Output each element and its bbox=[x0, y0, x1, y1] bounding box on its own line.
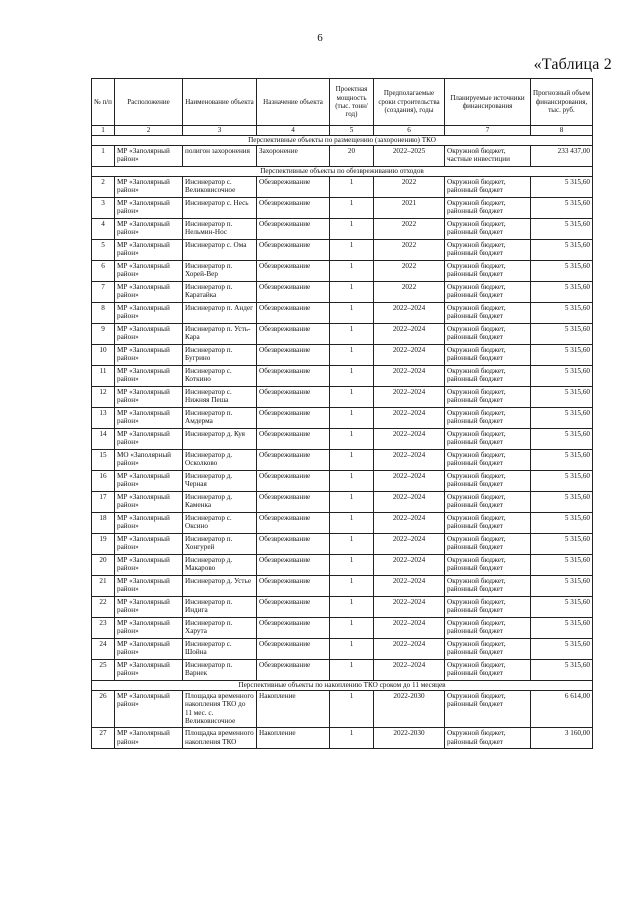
funding-amount-cell: 5 315,60 bbox=[531, 281, 593, 302]
column-number: 3 bbox=[183, 126, 257, 136]
years-cell: 2022–2024 bbox=[374, 407, 445, 428]
header-cell-purpose: Назначение объекта bbox=[257, 79, 330, 126]
funding-sources-cell: Окружной бюджет, районный бюджет bbox=[445, 281, 531, 302]
purpose-cell: Обезвреживание bbox=[257, 344, 330, 365]
years-cell: 2022 bbox=[374, 281, 445, 302]
funding-amount-cell: 5 315,60 bbox=[531, 239, 593, 260]
location-cell: МР «Заполярный район» bbox=[115, 491, 183, 512]
table-row bbox=[92, 218, 593, 239]
funding-amount-cell: 5 315,60 bbox=[531, 617, 593, 638]
table-row bbox=[92, 281, 593, 302]
purpose-cell: Обезвреживание bbox=[257, 386, 330, 407]
capacity-cell: 1 bbox=[330, 386, 374, 407]
header-row bbox=[92, 79, 593, 126]
purpose-cell: Обезвреживание bbox=[257, 281, 330, 302]
object-name-cell: Инсинератор с. Шойна bbox=[183, 638, 257, 659]
capacity-cell: 1 bbox=[330, 302, 374, 323]
table-row bbox=[92, 365, 593, 386]
location-cell: МР «Заполярный район» bbox=[115, 533, 183, 554]
funding-amount-cell: 5 315,60 bbox=[531, 407, 593, 428]
row-num-cell: 3 bbox=[92, 197, 115, 218]
purpose-cell: Накопление bbox=[257, 727, 330, 748]
years-cell: 2022–2025 bbox=[374, 145, 445, 166]
row-num-cell: 26 bbox=[92, 690, 115, 727]
row-num-cell: 9 bbox=[92, 323, 115, 344]
funding-sources-cell: Окружной бюджет, районный бюджет bbox=[445, 512, 531, 533]
page-number: 6 bbox=[317, 32, 323, 44]
object-name-cell: Инсинератор д. Черная bbox=[183, 470, 257, 491]
object-name-cell: Инсинератор п. Нельмин-Нос bbox=[183, 218, 257, 239]
funding-sources-cell: Окружной бюджет, районный бюджет bbox=[445, 323, 531, 344]
purpose-cell: Обезвреживание bbox=[257, 407, 330, 428]
section-title: Перспективные объекты по накоплению ТКО сроком до 11 месяцев bbox=[92, 680, 593, 690]
years-cell: 2022 bbox=[374, 239, 445, 260]
purpose-cell: Обезвреживание bbox=[257, 659, 330, 680]
location-cell: МР «Заполярный район» bbox=[115, 470, 183, 491]
row-num-cell: 16 bbox=[92, 470, 115, 491]
funding-sources-cell: Окружной бюджет, частные инвестиции bbox=[445, 145, 531, 166]
objects-table bbox=[91, 78, 593, 749]
funding-amount-cell: 5 315,60 bbox=[531, 638, 593, 659]
funding-sources-cell: Окружной бюджет, районный бюджет bbox=[445, 239, 531, 260]
location-cell: МР «Заполярный район» bbox=[115, 218, 183, 239]
row-num-cell: 20 bbox=[92, 554, 115, 575]
row-num-cell: 18 bbox=[92, 512, 115, 533]
purpose-cell: Обезвреживание bbox=[257, 491, 330, 512]
object-name-cell: Площадка временного накопления ТКО до 11 мес. с. Великовисочное bbox=[183, 690, 257, 727]
location-cell: МР «Заполярный район» bbox=[115, 386, 183, 407]
funding-sources-cell: Окружной бюджет, районный бюджет bbox=[445, 554, 531, 575]
years-cell: 2021 bbox=[374, 197, 445, 218]
funding-amount-cell: 5 315,60 bbox=[531, 449, 593, 470]
purpose-cell: Обезвреживание bbox=[257, 638, 330, 659]
object-name-cell: Инсинератор п. Хонгурей bbox=[183, 533, 257, 554]
table-row bbox=[92, 491, 593, 512]
row-num-cell: 12 bbox=[92, 386, 115, 407]
funding-amount-cell: 5 315,60 bbox=[531, 197, 593, 218]
header-cell-location: Расположение bbox=[115, 79, 183, 126]
years-cell: 2022 bbox=[374, 218, 445, 239]
row-num-cell: 14 bbox=[92, 428, 115, 449]
column-number: 6 bbox=[374, 126, 445, 136]
funding-sources-cell: Окружной бюджет, районный бюджет bbox=[445, 596, 531, 617]
object-name-cell: Инсинератор п. Бугрино bbox=[183, 344, 257, 365]
location-cell: МР «Заполярный район» bbox=[115, 407, 183, 428]
purpose-cell: Обезвреживание bbox=[257, 428, 330, 449]
funding-sources-cell: Окружной бюджет, районный бюджет bbox=[445, 197, 531, 218]
section-header-row bbox=[92, 135, 593, 145]
years-cell: 2022–2024 bbox=[374, 470, 445, 491]
location-cell: МР «Заполярный район» bbox=[115, 197, 183, 218]
section-header-row bbox=[92, 680, 593, 690]
funding-sources-cell: Окружной бюджет, районный бюджет bbox=[445, 491, 531, 512]
capacity-cell: 1 bbox=[330, 239, 374, 260]
location-cell: МР «Заполярный район» bbox=[115, 727, 183, 748]
funding-amount-cell: 5 315,60 bbox=[531, 512, 593, 533]
object-name-cell: Инсинератор с. Несь bbox=[183, 197, 257, 218]
years-cell: 2022–2024 bbox=[374, 428, 445, 449]
purpose-cell: Обезвреживание bbox=[257, 323, 330, 344]
table-row bbox=[92, 407, 593, 428]
object-name-cell: Инсинератор д. Куя bbox=[183, 428, 257, 449]
table-row bbox=[92, 323, 593, 344]
funding-amount-cell: 6 614,00 bbox=[531, 690, 593, 727]
object-name-cell: Инсинератор п. Варнек bbox=[183, 659, 257, 680]
capacity-cell: 1 bbox=[330, 218, 374, 239]
funding-amount-cell: 5 315,60 bbox=[531, 302, 593, 323]
table-row bbox=[92, 596, 593, 617]
row-num-cell: 27 bbox=[92, 727, 115, 748]
years-cell: 2022–2024 bbox=[374, 512, 445, 533]
object-name-cell: Инсинератор п. Усть-Кара bbox=[183, 323, 257, 344]
funding-amount-cell: 5 315,60 bbox=[531, 428, 593, 449]
location-cell: МР «Заполярный район» bbox=[115, 638, 183, 659]
purpose-cell: Обезвреживание bbox=[257, 176, 330, 197]
row-num-cell: 23 bbox=[92, 617, 115, 638]
capacity-cell: 1 bbox=[330, 512, 374, 533]
row-num-cell: 10 bbox=[92, 344, 115, 365]
years-cell: 2022–2024 bbox=[374, 386, 445, 407]
table-row bbox=[92, 659, 593, 680]
object-name-cell: Инсинератор п. Амдерма bbox=[183, 407, 257, 428]
funding-sources-cell: Окружной бюджет, районный бюджет bbox=[445, 638, 531, 659]
header-cell-name: Наименование объекта bbox=[183, 79, 257, 126]
row-num-cell: 13 bbox=[92, 407, 115, 428]
funding-sources-cell: Окружной бюджет, районный бюджет bbox=[445, 727, 531, 748]
years-cell: 2022–2024 bbox=[374, 638, 445, 659]
column-number: 7 bbox=[445, 126, 531, 136]
funding-sources-cell: Окружной бюджет, районный бюджет bbox=[445, 470, 531, 491]
purpose-cell: Обезвреживание bbox=[257, 302, 330, 323]
years-cell: 2022–2024 bbox=[374, 596, 445, 617]
funding-sources-cell: Окружной бюджет, районный бюджет bbox=[445, 365, 531, 386]
capacity-cell: 1 bbox=[330, 727, 374, 748]
purpose-cell: Обезвреживание bbox=[257, 218, 330, 239]
header-cell-amount: Прогнозный объем финансирования, тыс. руб. bbox=[531, 79, 593, 126]
capacity-cell: 1 bbox=[330, 344, 374, 365]
capacity-cell: 1 bbox=[330, 407, 374, 428]
section-title: Перспективные объекты по размещению (захоронению) ТКО bbox=[92, 135, 593, 145]
purpose-cell: Обезвреживание bbox=[257, 554, 330, 575]
funding-sources-cell: Окружной бюджет, районный бюджет bbox=[445, 449, 531, 470]
location-cell: МР «Заполярный район» bbox=[115, 617, 183, 638]
column-number: 5 bbox=[330, 126, 374, 136]
funding-amount-cell: 5 315,60 bbox=[531, 575, 593, 596]
row-num-cell: 5 bbox=[92, 239, 115, 260]
location-cell: МР «Заполярный район» bbox=[115, 344, 183, 365]
location-cell: МР «Заполярный район» bbox=[115, 260, 183, 281]
location-cell: МР «Заполярный район» bbox=[115, 659, 183, 680]
funding-sources-cell: Окружной бюджет, районный бюджет bbox=[445, 659, 531, 680]
location-cell: МР «Заполярный район» bbox=[115, 239, 183, 260]
object-name-cell: Инсинератор д. Макарово bbox=[183, 554, 257, 575]
column-number: 8 bbox=[531, 126, 593, 136]
purpose-cell: Обезвреживание bbox=[257, 260, 330, 281]
funding-sources-cell: Окружной бюджет, районный бюджет bbox=[445, 260, 531, 281]
table-row bbox=[92, 428, 593, 449]
object-name-cell: Инсинератор п. Харута bbox=[183, 617, 257, 638]
table-row bbox=[92, 470, 593, 491]
purpose-cell: Обезвреживание bbox=[257, 617, 330, 638]
capacity-cell: 1 bbox=[330, 260, 374, 281]
object-name-cell: Инсинератор п. Андег bbox=[183, 302, 257, 323]
location-cell: МР «Заполярный район» bbox=[115, 596, 183, 617]
purpose-cell: Обезвреживание bbox=[257, 239, 330, 260]
capacity-cell: 1 bbox=[330, 449, 374, 470]
table-row bbox=[92, 449, 593, 470]
years-cell: 2022–2024 bbox=[374, 533, 445, 554]
capacity-cell: 1 bbox=[330, 365, 374, 386]
purpose-cell: Обезвреживание bbox=[257, 596, 330, 617]
years-cell: 2022–2024 bbox=[374, 617, 445, 638]
table-row bbox=[92, 690, 593, 727]
row-num-cell: 19 bbox=[92, 533, 115, 554]
location-cell: МР «Заполярный район» bbox=[115, 323, 183, 344]
funding-amount-cell: 5 315,60 bbox=[531, 554, 593, 575]
capacity-cell: 1 bbox=[330, 491, 374, 512]
funding-amount-cell: 5 315,60 bbox=[531, 470, 593, 491]
funding-amount-cell: 5 315,60 bbox=[531, 596, 593, 617]
purpose-cell: Обезвреживание bbox=[257, 575, 330, 596]
purpose-cell: Обезвреживание bbox=[257, 365, 330, 386]
row-num-cell: 17 bbox=[92, 491, 115, 512]
purpose-cell: Обезвреживание bbox=[257, 512, 330, 533]
column-number: 1 bbox=[92, 126, 115, 136]
object-name-cell: Инсинератор д. Каменка bbox=[183, 491, 257, 512]
years-cell: 2022–2024 bbox=[374, 344, 445, 365]
funding-amount-cell: 5 315,60 bbox=[531, 365, 593, 386]
object-name-cell: Инсинератор п. Хорей-Вер bbox=[183, 260, 257, 281]
object-name-cell: Инсинератор д. Устье bbox=[183, 575, 257, 596]
table-row bbox=[92, 638, 593, 659]
capacity-cell: 1 bbox=[330, 575, 374, 596]
table-row bbox=[92, 554, 593, 575]
funding-amount-cell: 5 315,60 bbox=[531, 176, 593, 197]
capacity-cell: 1 bbox=[330, 281, 374, 302]
funding-sources-cell: Окружной бюджет, районный бюджет bbox=[445, 218, 531, 239]
funding-amount-cell: 5 315,60 bbox=[531, 323, 593, 344]
capacity-cell: 1 bbox=[330, 470, 374, 491]
object-name-cell: Инсинератор с. Нижняя Пеша bbox=[183, 386, 257, 407]
row-num-cell: 4 bbox=[92, 218, 115, 239]
capacity-cell: 1 bbox=[330, 690, 374, 727]
table-row bbox=[92, 176, 593, 197]
object-name-cell: Инсинератор п. Индига bbox=[183, 596, 257, 617]
years-cell: 2022 bbox=[374, 260, 445, 281]
funding-sources-cell: Окружной бюджет, районный бюджет bbox=[445, 302, 531, 323]
table-row bbox=[92, 512, 593, 533]
funding-sources-cell: Окружной бюджет, районный бюджет bbox=[445, 617, 531, 638]
table-row bbox=[92, 239, 593, 260]
location-cell: МР «Заполярный район» bbox=[115, 690, 183, 727]
purpose-cell: Обезвреживание bbox=[257, 533, 330, 554]
row-num-cell: 2 bbox=[92, 176, 115, 197]
capacity-cell: 1 bbox=[330, 638, 374, 659]
funding-amount-cell: 5 315,60 bbox=[531, 386, 593, 407]
funding-sources-cell: Окружной бюджет, районный бюджет bbox=[445, 407, 531, 428]
capacity-cell: 1 bbox=[330, 533, 374, 554]
object-name-cell: Инсинератор п. Каратайка bbox=[183, 281, 257, 302]
table-row bbox=[92, 344, 593, 365]
purpose-cell: Накопление bbox=[257, 690, 330, 727]
years-cell: 2022–2024 bbox=[374, 554, 445, 575]
row-num-cell: 8 bbox=[92, 302, 115, 323]
years-cell: 2022–2024 bbox=[374, 365, 445, 386]
years-cell: 2022 bbox=[374, 176, 445, 197]
column-number: 2 bbox=[115, 126, 183, 136]
row-num-cell: 25 bbox=[92, 659, 115, 680]
years-cell: 2022–2024 bbox=[374, 659, 445, 680]
funding-amount-cell: 5 315,60 bbox=[531, 533, 593, 554]
row-num-cell: 21 bbox=[92, 575, 115, 596]
table-row bbox=[92, 145, 593, 166]
funding-amount-cell: 5 315,60 bbox=[531, 344, 593, 365]
table-row bbox=[92, 617, 593, 638]
capacity-cell: 1 bbox=[330, 323, 374, 344]
years-cell: 2022–2024 bbox=[374, 449, 445, 470]
object-name-cell: Инсинератор д. Осколково bbox=[183, 449, 257, 470]
purpose-cell: Захоронение bbox=[257, 145, 330, 166]
capacity-cell: 1 bbox=[330, 617, 374, 638]
purpose-cell: Обезвреживание bbox=[257, 197, 330, 218]
funding-sources-cell: Окружной бюджет, районный бюджет bbox=[445, 428, 531, 449]
table-body bbox=[92, 126, 593, 749]
funding-sources-cell: Окружной бюджет, районный бюджет bbox=[445, 176, 531, 197]
funding-amount-cell: 5 315,60 bbox=[531, 260, 593, 281]
location-cell: МР «Заполярный район» bbox=[115, 554, 183, 575]
location-cell: МР «Заполярный район» bbox=[115, 512, 183, 533]
location-cell: МР «Заполярный район» bbox=[115, 365, 183, 386]
row-num-cell: 11 bbox=[92, 365, 115, 386]
years-cell: 2022-2030 bbox=[374, 727, 445, 748]
object-name-cell: Площадка временного накопления ТКО bbox=[183, 727, 257, 748]
years-cell: 2022-2030 bbox=[374, 690, 445, 727]
location-cell: МР «Заполярный район» bbox=[115, 281, 183, 302]
years-cell: 2022–2024 bbox=[374, 302, 445, 323]
funding-sources-cell: Окружной бюджет, районный бюджет bbox=[445, 575, 531, 596]
table-row bbox=[92, 575, 593, 596]
row-num-cell: 24 bbox=[92, 638, 115, 659]
table-row bbox=[92, 197, 593, 218]
location-cell: МР «Заполярный район» bbox=[115, 428, 183, 449]
location-cell: МР «Заполярный район» bbox=[115, 302, 183, 323]
location-cell: МР «Заполярный район» bbox=[115, 176, 183, 197]
table-row bbox=[92, 533, 593, 554]
table-row bbox=[92, 260, 593, 281]
header-cell-capacity: Проектная мощность (тыс. тонн/ год) bbox=[330, 79, 374, 126]
years-cell: 2022–2024 bbox=[374, 491, 445, 512]
object-name-cell: Инсинератор с. Ома bbox=[183, 239, 257, 260]
funding-sources-cell: Окружной бюджет, районный бюджет bbox=[445, 344, 531, 365]
column-numbers-row bbox=[92, 126, 593, 136]
capacity-cell: 1 bbox=[330, 596, 374, 617]
row-num-cell: 6 bbox=[92, 260, 115, 281]
funding-amount-cell: 5 315,60 bbox=[531, 659, 593, 680]
location-cell: МО «Заполярный район» bbox=[115, 449, 183, 470]
purpose-cell: Обезвреживание bbox=[257, 449, 330, 470]
header-cell-years: Предполагаемые сроки строительства (создания), годы bbox=[374, 79, 445, 126]
funding-amount-cell: 5 315,60 bbox=[531, 491, 593, 512]
table-row bbox=[92, 302, 593, 323]
capacity-cell: 1 bbox=[330, 554, 374, 575]
funding-amount-cell: 3 160,00 bbox=[531, 727, 593, 748]
section-header-row bbox=[92, 166, 593, 176]
location-cell: МР «Заполярный район» bbox=[115, 575, 183, 596]
section-title: Перспективные объекты по обезвреживанию отходов bbox=[92, 166, 593, 176]
funding-sources-cell: Окружной бюджет, районный бюджет bbox=[445, 386, 531, 407]
row-num-cell: 7 bbox=[92, 281, 115, 302]
funding-amount-cell: 233 437,00 bbox=[531, 145, 593, 166]
object-name-cell: Инсинератор с. Коткино bbox=[183, 365, 257, 386]
location-cell: МР «Заполярный район» bbox=[115, 145, 183, 166]
column-number: 4 bbox=[257, 126, 330, 136]
funding-amount-cell: 5 315,60 bbox=[531, 218, 593, 239]
table-caption: «Таблица 2 bbox=[533, 56, 612, 73]
purpose-cell: Обезвреживание bbox=[257, 470, 330, 491]
capacity-cell: 1 bbox=[330, 659, 374, 680]
table-row bbox=[92, 727, 593, 748]
funding-sources-cell: Окружной бюджет, районный бюджет bbox=[445, 690, 531, 727]
capacity-cell: 1 bbox=[330, 197, 374, 218]
object-name-cell: Инсинератор с. Оксино bbox=[183, 512, 257, 533]
row-num-cell: 1 bbox=[92, 145, 115, 166]
years-cell: 2022–2024 bbox=[374, 575, 445, 596]
header-cell-num: № п/п bbox=[92, 79, 115, 126]
row-num-cell: 22 bbox=[92, 596, 115, 617]
object-name-cell: Инсинератор с. Великовисочное bbox=[183, 176, 257, 197]
capacity-cell: 1 bbox=[330, 176, 374, 197]
row-num-cell: 15 bbox=[92, 449, 115, 470]
years-cell: 2022–2024 bbox=[374, 323, 445, 344]
object-name-cell: полигон захоронения bbox=[183, 145, 257, 166]
funding-sources-cell: Окружной бюджет, районный бюджет bbox=[445, 533, 531, 554]
table-row bbox=[92, 386, 593, 407]
header-cell-sources: Планируемые источники финансирования bbox=[445, 79, 531, 126]
capacity-cell: 1 bbox=[330, 428, 374, 449]
capacity-cell: 20 bbox=[330, 145, 374, 166]
